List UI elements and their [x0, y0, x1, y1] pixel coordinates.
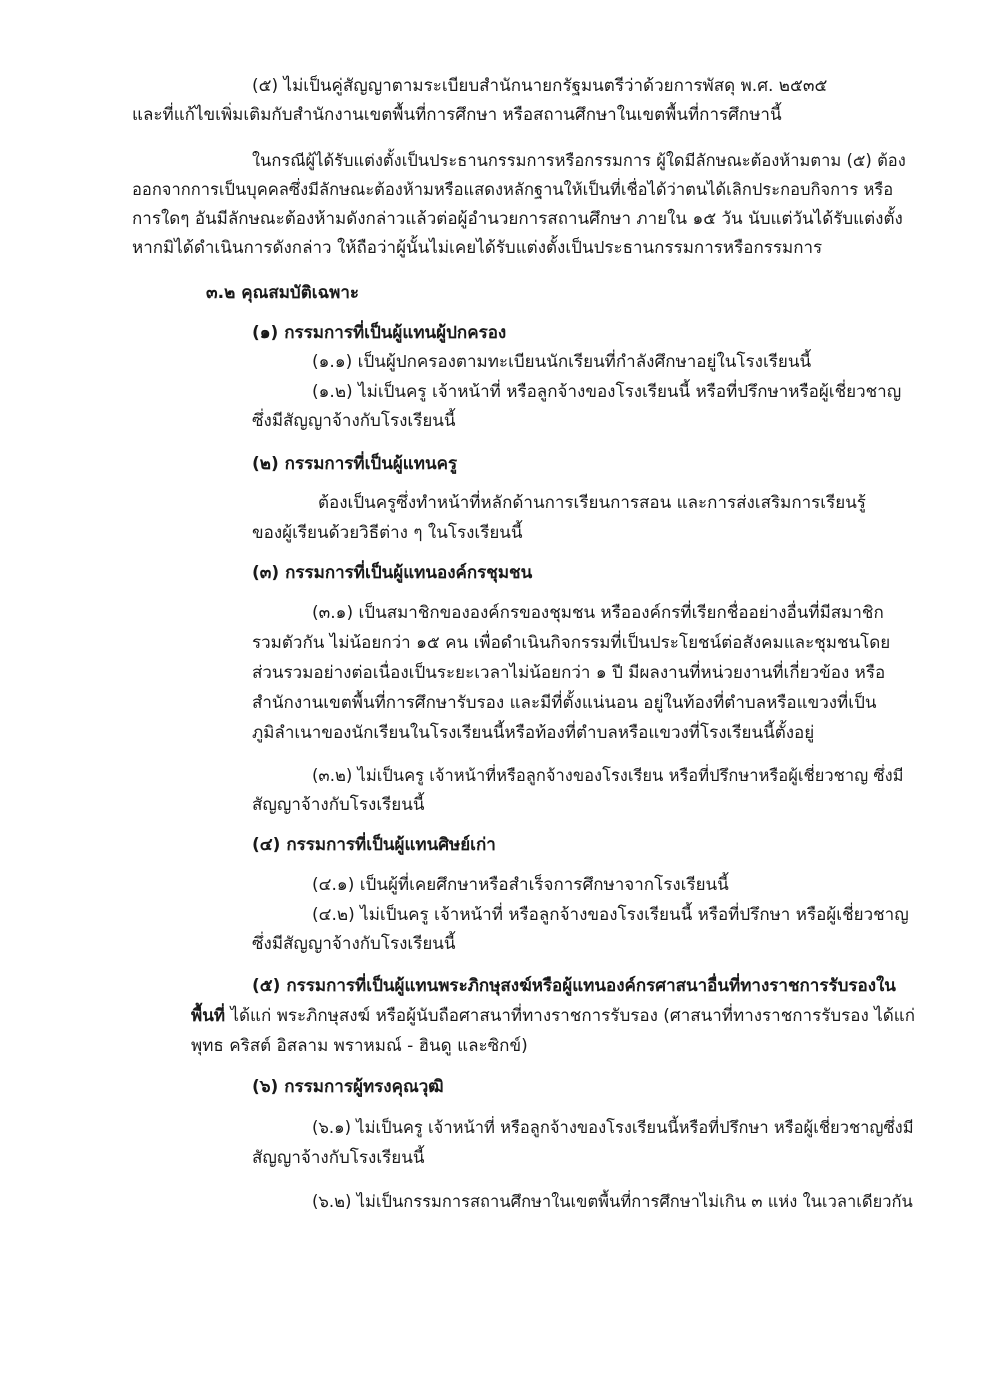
subsection-heading: (๑) กรรมการที่เป็นผู้แทนผู้ปกครอง [252, 323, 507, 343]
paragraph-line: และที่แก้ไขเพิ่มเติมกับสำนักงานเขตพื้นที่การศึกษา หรือสถานศึกษาในเขตพื้นที่การศึกษานี้ [132, 105, 782, 125]
paragraph-line: ซึ่งมีสัญญาจ้างกับโรงเรียนนี้ [252, 411, 456, 431]
paragraph-line: (๖.๑) ไม่เป็นครู เจ้าหน้าที่ หรือลูกจ้างของโรงเรียนนี้หรือที่ปรึกษา หรือผู้เชี่ยวชาญซึ่งมี [312, 1118, 914, 1137]
paragraph-line: สำนักงานเขตพื้นที่การศึกษารับรอง และมีที่ตั้งแน่นอน อยู่ในท้องที่ตำบลหรือแขวงที่เป็น [252, 693, 877, 713]
paragraph-line: ในกรณีผู้ได้รับแต่งตั้งเป็นประธานกรรมการหรือกรรมการ ผู้ใดมีลักษณะต้องห้ามตาม (๕) ต้อง [252, 151, 906, 170]
paragraph-line: ต้องเป็นครูซึ่งทำหน้าที่หลักด้านการเรียนการสอน และการส่งเสริมการเรียนรู้ [318, 493, 866, 513]
paragraph-text: ได้แก่ พระภิกษุสงฆ์ หรือผู้นับถือศาสนาที่ทางราชการรับรอง (ศาสนาที่ทางราชการรับรอง ได้แก่ [225, 1006, 916, 1026]
paragraph-line: (๑.๒) ไม่เป็นครู เจ้าหน้าที่ หรือลูกจ้างของโรงเรียนนี้ หรือที่ปรึกษาหรือผู้เชี่ยวชาญ [312, 382, 902, 402]
subsection-heading: (๕) กรรมการที่เป็นผู้แทนพระภิกษุสงฆ์หรือผู้แทนองค์กรศาสนาอื่นที่ทางราชการรับรองใน [252, 976, 896, 996]
paragraph-line: รวมตัวกัน ไม่น้อยกว่า ๑๕ คน เพื่อดำเนินกิจกรรมที่เป็นประโยชน์ต่อสังคมและชุมชนโดย [252, 633, 891, 653]
paragraph-line: ออกจากการเป็นบุคคลซึ่งมีลักษณะต้องห้ามหรือแสดงหลักฐานให้เป็นที่เชื่อได้ว่าตนได้เลิกประกอบกิจการ หรือ [132, 180, 894, 199]
bold-word: พื้นที่ [191, 1006, 226, 1026]
paragraph-line: (๖.๒) ไม่เป็นกรรมการสถานศึกษาในเขตพื้นที่การศึกษาไม่เกิน ๓ แห่ง ในเวลาเดียวกัน [312, 1192, 913, 1211]
paragraph-line: (๓.๒) ไม่เป็นครู เจ้าหน้าที่หรือลูกจ้างของโรงเรียน หรือที่ปรึกษาหรือผู้เชี่ยวชาญ ซึ่งมี [312, 766, 904, 785]
paragraph-line: ภูมิลำเนาของนักเรียนในโรงเรียนนี้หรือท้องที่ตำบลหรือแขวงที่โรงเรียนนี้ตั้งอยู่ [252, 723, 815, 743]
paragraph-line: หากมิได้ดำเนินการดังกล่าว ให้ถือว่าผู้นั้นไม่เคยได้รับแต่งตั้งเป็นประธานกรรมการหรือกรรมการ [132, 238, 823, 258]
paragraph-line: ซึ่งมีสัญญาจ้างกับโรงเรียนนี้ [252, 934, 456, 954]
paragraph-line: ของผู้เรียนด้วยวิธีต่าง ๆ ในโรงเรียนนี้ [252, 523, 523, 543]
paragraph-line: (๑.๑) เป็นผู้ปกครองตามทะเบียนนักเรียนที่กำลังศึกษาอยู่ในโรงเรียนนี้ [312, 352, 812, 372]
paragraph-line: พุทธ คริสต์ อิสลาม พราหมณ์ - ฮินดู และซิกข์) [191, 1036, 528, 1056]
paragraph-line: สัญญาจ้างกับโรงเรียนนี้ [252, 795, 425, 815]
subsection-heading: (๔) กรรมการที่เป็นผู้แทนศิษย์เก่า [252, 835, 496, 855]
subsection-heading: (๓) กรรมการที่เป็นผู้แทนองค์กรชุมชน [252, 563, 533, 583]
paragraph-line: (๔.๑) เป็นผู้ที่เคยศึกษาหรือสำเร็จการศึกษาจากโรงเรียนนี้ [312, 875, 729, 895]
paragraph-line: (๓.๑) เป็นสมาชิกขององค์กรของชุมชน หรือองค์กรที่เรียกชื่ออย่างอื่นที่มีสมาชิก [312, 603, 884, 623]
subsection-heading: (๒) กรรมการที่เป็นผู้แทนครู [252, 454, 458, 474]
paragraph-line: สัญญาจ้างกับโรงเรียนนี้ [252, 1148, 425, 1168]
paragraph-line: การใดๆ อันมีลักษณะต้องห้ามดังกล่าวแล้วต่อผู้อำนวยการสถานศึกษา ภายใน ๑๕ วัน นับแต่วันได้รับแต่งตั้ง [132, 209, 903, 229]
subsection-heading: (๖) กรรมการผู้ทรงคุณวุฒิ [252, 1077, 444, 1097]
paragraph-line: ส่วนรวมอย่างต่อเนื่องเป็นระยะเวลาไม่น้อยกว่า ๑ ปี มีผลงานที่หน่วยงานที่เกี่ยวข้อง หรือ [252, 663, 886, 683]
paragraph-line: (๔.๒) ไม่เป็นครู เจ้าหน้าที่ หรือลูกจ้างของโรงเรียนนี้ หรือที่ปรึกษา หรือผู้เชี่ยวชาญ [312, 905, 909, 925]
paragraph-line [191, 1004, 915, 1028]
section-heading: ๓.๒ คุณสมบัติเฉพาะ [206, 283, 360, 303]
paragraph-line: (๕) ไม่เป็นคู่สัญญาตามระเบียบสำนักนายกรัฐมนตรีว่าด้วยการพัสดุ พ.ศ. ๒๕๓๕ [252, 76, 828, 96]
